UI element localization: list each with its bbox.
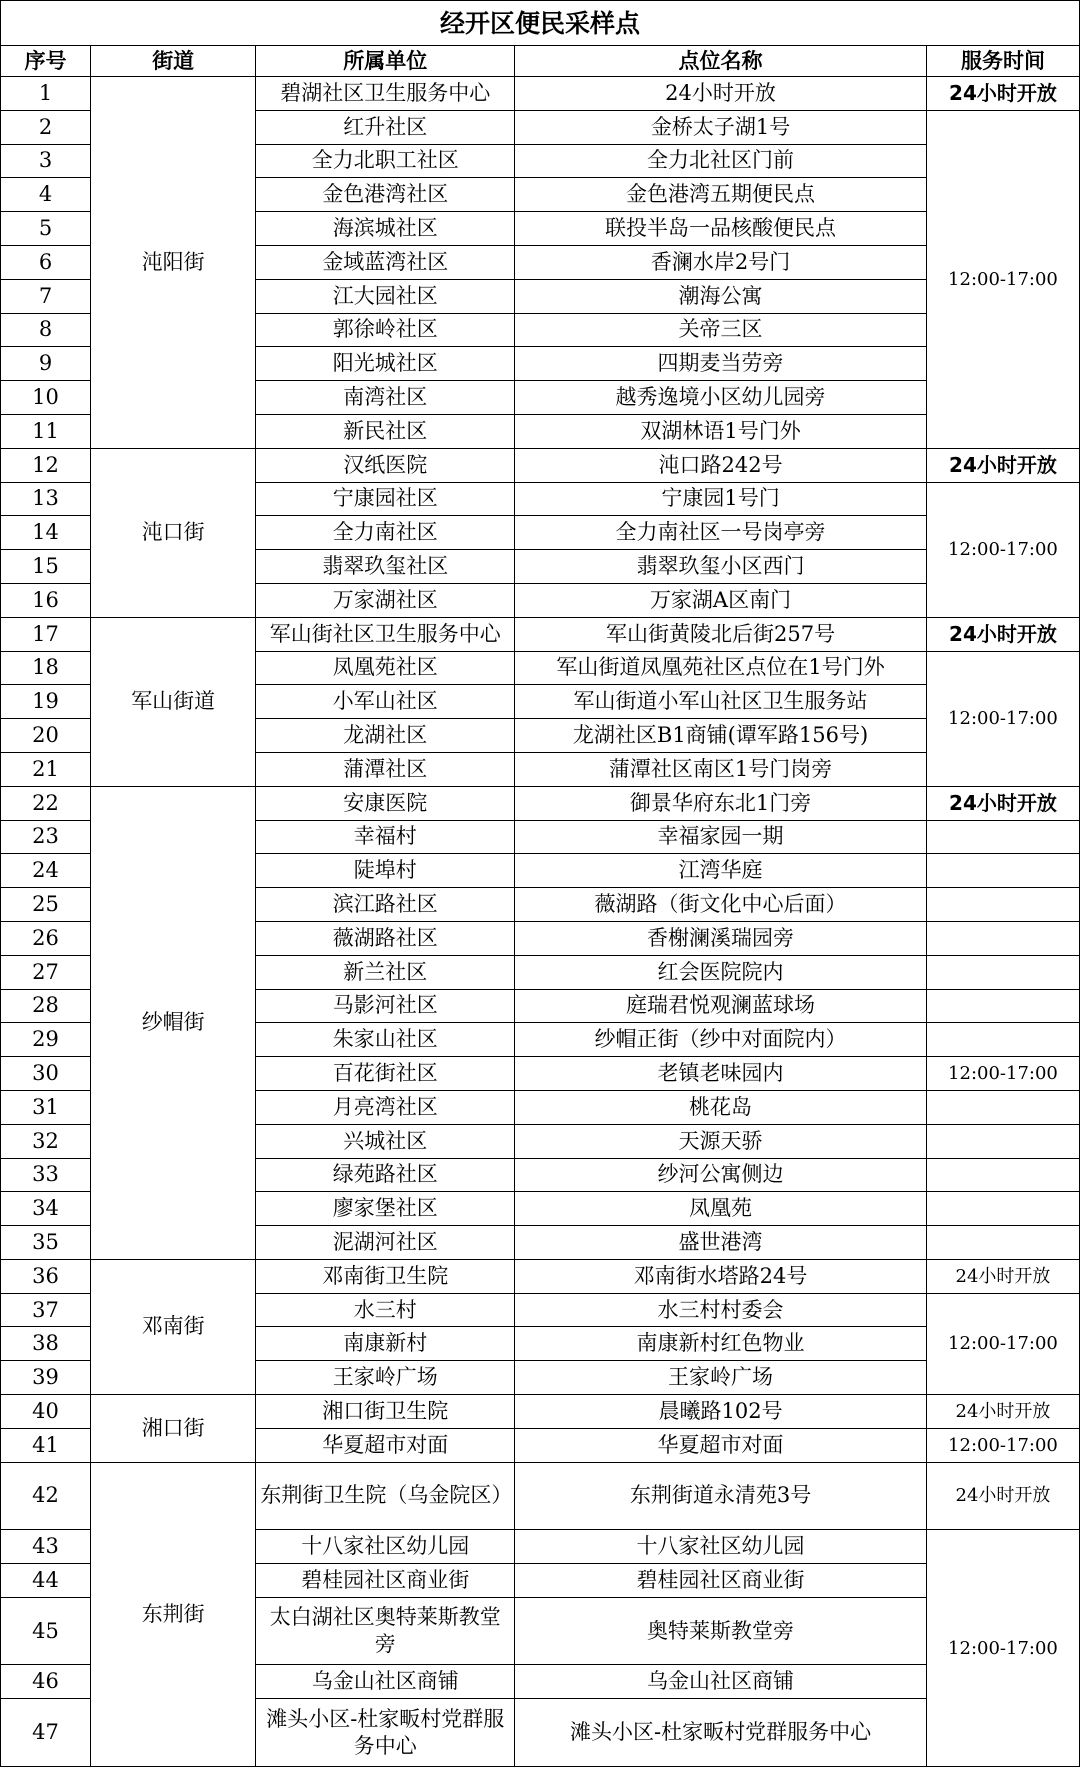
site-cell: 十八家社区幼儿园 xyxy=(515,1530,927,1564)
row-number: 33 xyxy=(1,1158,91,1192)
unit-cell: 宁康园社区 xyxy=(256,482,515,516)
unit-cell: 新民社区 xyxy=(256,414,515,448)
table-row xyxy=(1,1259,1080,1293)
row-number: 4 xyxy=(1,178,91,212)
header-time: 服务时间 xyxy=(926,46,1079,77)
unit-cell: 全力南社区 xyxy=(256,516,515,550)
row-number: 27 xyxy=(1,955,91,989)
service-time-cell: 12:00-17:00 xyxy=(926,651,1079,786)
unit-cell: 泥湖河社区 xyxy=(256,1226,515,1260)
unit-cell: 阳光城社区 xyxy=(256,347,515,381)
header-street: 街道 xyxy=(91,46,256,77)
row-number: 6 xyxy=(1,245,91,279)
site-cell: 碧桂园社区商业街 xyxy=(515,1564,927,1598)
site-cell: 天源天骄 xyxy=(515,1124,927,1158)
street-cell: 沌阳街 xyxy=(91,77,256,449)
row-number: 29 xyxy=(1,1023,91,1057)
site-cell: 金色港湾五期便民点 xyxy=(515,178,927,212)
table-row xyxy=(1,77,1080,111)
unit-cell: 十八家社区幼儿园 xyxy=(256,1530,515,1564)
unit-cell: 军山街社区卫生服务中心 xyxy=(256,617,515,651)
site-cell: 庭瑞君悦观澜蓝球场 xyxy=(515,989,927,1023)
row-number: 45 xyxy=(1,1597,91,1665)
unit-cell: 马影河社区 xyxy=(256,989,515,1023)
unit-cell: 金色港湾社区 xyxy=(256,178,515,212)
site-cell: 龙湖社区B1商铺(谭军路156号) xyxy=(515,719,927,753)
service-time-cell: 12:00-17:00 xyxy=(926,1428,1079,1462)
row-number: 46 xyxy=(1,1665,91,1699)
row-number: 41 xyxy=(1,1428,91,1462)
unit-cell: 薇湖路社区 xyxy=(256,921,515,955)
row-number: 3 xyxy=(1,144,91,178)
site-cell: 盛世港湾 xyxy=(515,1226,927,1260)
service-time-cell: 12:00-17:00 xyxy=(926,110,1079,448)
site-cell: 晨曦路102号 xyxy=(515,1395,927,1429)
unit-cell: 蒲潭社区 xyxy=(256,752,515,786)
unit-cell: 湘口街卫生院 xyxy=(256,1395,515,1429)
street-cell: 沌口街 xyxy=(91,448,256,617)
unit-cell: 朱家山社区 xyxy=(256,1023,515,1057)
row-number: 34 xyxy=(1,1192,91,1226)
service-time-cell xyxy=(926,1023,1079,1057)
site-cell: 乌金山社区商铺 xyxy=(515,1665,927,1699)
row-number: 25 xyxy=(1,888,91,922)
row-number: 2 xyxy=(1,110,91,144)
site-cell: 联投半岛一品核酸便民点 xyxy=(515,212,927,246)
table-body xyxy=(1,77,1080,1767)
unit-cell: 绿苑路社区 xyxy=(256,1158,515,1192)
site-cell: 全力南社区一号岗亭旁 xyxy=(515,516,927,550)
site-cell: 香榭澜溪瑞园旁 xyxy=(515,921,927,955)
service-time-cell xyxy=(926,921,1079,955)
service-time-cell: 12:00-17:00 xyxy=(926,1530,1079,1767)
site-cell: 纱帽正街（纱中对面院内） xyxy=(515,1023,927,1057)
unit-cell: 滨江路社区 xyxy=(256,888,515,922)
row-number: 14 xyxy=(1,516,91,550)
service-time-cell: 24小时开放 xyxy=(926,77,1079,111)
row-number: 12 xyxy=(1,448,91,482)
row-number: 21 xyxy=(1,752,91,786)
site-cell: 幸福家园一期 xyxy=(515,820,927,854)
table-row xyxy=(1,617,1080,651)
site-cell: 御景华府东北1门旁 xyxy=(515,786,927,820)
site-cell: 金桥太子湖1号 xyxy=(515,110,927,144)
row-number: 38 xyxy=(1,1327,91,1361)
site-cell: 潮海公寓 xyxy=(515,279,927,313)
site-cell: 凤凰苑 xyxy=(515,1192,927,1226)
unit-cell: 安康医院 xyxy=(256,786,515,820)
row-number: 22 xyxy=(1,786,91,820)
row-number: 40 xyxy=(1,1395,91,1429)
street-cell: 军山街道 xyxy=(91,617,256,786)
unit-cell: 南康新村 xyxy=(256,1327,515,1361)
service-time-cell: 12:00-17:00 xyxy=(926,482,1079,617)
site-cell: 24小时开放 xyxy=(515,77,927,111)
service-time-cell: 24小时开放 xyxy=(926,617,1079,651)
site-cell: 香澜水岸2号门 xyxy=(515,245,927,279)
street-cell: 湘口街 xyxy=(91,1395,256,1463)
service-time-cell xyxy=(926,1158,1079,1192)
site-cell: 蒲潭社区南区1号门岗旁 xyxy=(515,752,927,786)
row-number: 15 xyxy=(1,550,91,584)
site-cell: 宁康园1号门 xyxy=(515,482,927,516)
site-cell: 老镇老味园内 xyxy=(515,1057,927,1091)
service-time-cell xyxy=(926,1090,1079,1124)
unit-cell: 汉纸医院 xyxy=(256,448,515,482)
site-cell: 沌口路242号 xyxy=(515,448,927,482)
site-cell: 桃花岛 xyxy=(515,1090,927,1124)
unit-cell: 邓南街卫生院 xyxy=(256,1259,515,1293)
site-cell: 水三村村委会 xyxy=(515,1293,927,1327)
site-cell: 邓南街水塔路24号 xyxy=(515,1259,927,1293)
site-cell: 翡翠玖玺小区西门 xyxy=(515,550,927,584)
row-number: 30 xyxy=(1,1057,91,1091)
row-number: 32 xyxy=(1,1124,91,1158)
site-cell: 军山街道小军山社区卫生服务站 xyxy=(515,685,927,719)
row-number: 43 xyxy=(1,1530,91,1564)
row-number: 35 xyxy=(1,1226,91,1260)
site-cell: 滩头小区-杜家畈村党群服务中心 xyxy=(515,1699,927,1767)
unit-cell: 王家岭广场 xyxy=(256,1361,515,1395)
service-time-cell: 24小时开放 xyxy=(926,1462,1079,1530)
service-time-cell xyxy=(926,854,1079,888)
unit-cell: 海滨城社区 xyxy=(256,212,515,246)
service-time-cell: 12:00-17:00 xyxy=(926,1293,1079,1394)
site-cell: 军山街黄陵北后街257号 xyxy=(515,617,927,651)
row-number: 47 xyxy=(1,1699,91,1767)
row-number: 31 xyxy=(1,1090,91,1124)
row-number: 9 xyxy=(1,347,91,381)
site-cell: 双湖林语1号门外 xyxy=(515,414,927,448)
unit-cell: 百花街社区 xyxy=(256,1057,515,1091)
row-number: 19 xyxy=(1,685,91,719)
street-cell: 东荆街 xyxy=(91,1462,256,1766)
site-cell: 王家岭广场 xyxy=(515,1361,927,1395)
unit-cell: 华夏超市对面 xyxy=(256,1428,515,1462)
site-cell: 四期麦当劳旁 xyxy=(515,347,927,381)
unit-cell: 太白湖社区奥特莱斯教堂旁 xyxy=(256,1597,515,1665)
unit-cell: 水三村 xyxy=(256,1293,515,1327)
unit-cell: 全力北职工社区 xyxy=(256,144,515,178)
unit-cell: 幸福村 xyxy=(256,820,515,854)
row-number: 28 xyxy=(1,989,91,1023)
row-number: 11 xyxy=(1,414,91,448)
unit-cell: 东荆街卫生院（乌金院区） xyxy=(256,1462,515,1530)
header-no: 序号 xyxy=(1,46,91,77)
unit-cell: 碧湖社区卫生服务中心 xyxy=(256,77,515,111)
service-time-cell xyxy=(926,955,1079,989)
site-cell: 关帝三区 xyxy=(515,313,927,347)
service-time-cell xyxy=(926,820,1079,854)
row-number: 44 xyxy=(1,1564,91,1598)
site-cell: 南康新村红色物业 xyxy=(515,1327,927,1361)
service-time-cell xyxy=(926,1192,1079,1226)
row-number: 18 xyxy=(1,651,91,685)
unit-cell: 金域蓝湾社区 xyxy=(256,245,515,279)
service-time-cell: 12:00-17:00 xyxy=(926,1057,1079,1091)
unit-cell: 南湾社区 xyxy=(256,381,515,415)
site-cell: 奥特莱斯教堂旁 xyxy=(515,1597,927,1665)
site-cell: 红会医院院内 xyxy=(515,955,927,989)
unit-cell: 兴城社区 xyxy=(256,1124,515,1158)
header-unit: 所属单位 xyxy=(256,46,515,77)
street-cell: 邓南街 xyxy=(91,1259,256,1394)
service-time-cell: 24小时开放 xyxy=(926,448,1079,482)
unit-cell: 凤凰苑社区 xyxy=(256,651,515,685)
unit-cell: 小军山社区 xyxy=(256,685,515,719)
unit-cell: 滩头小区-杜家畈村党群服务中心 xyxy=(256,1699,515,1767)
table-row xyxy=(1,1395,1080,1429)
row-number: 24 xyxy=(1,854,91,888)
site-cell: 东荆街道永清苑3号 xyxy=(515,1462,927,1530)
row-number: 10 xyxy=(1,381,91,415)
row-number: 5 xyxy=(1,212,91,246)
service-time-cell xyxy=(926,1124,1079,1158)
header-site: 点位名称 xyxy=(515,46,927,77)
row-number: 13 xyxy=(1,482,91,516)
site-cell: 全力北社区门前 xyxy=(515,144,927,178)
row-number: 42 xyxy=(1,1462,91,1530)
row-number: 23 xyxy=(1,820,91,854)
row-number: 16 xyxy=(1,583,91,617)
table-row xyxy=(1,1462,1080,1530)
unit-cell: 翡翠玖玺社区 xyxy=(256,550,515,584)
unit-cell: 红升社区 xyxy=(256,110,515,144)
service-time-cell xyxy=(926,1226,1079,1260)
table-row xyxy=(1,786,1080,820)
row-number: 8 xyxy=(1,313,91,347)
page-title: 经开区便民采样点 xyxy=(1,1,1080,46)
unit-cell: 万家湖社区 xyxy=(256,583,515,617)
unit-cell: 龙湖社区 xyxy=(256,719,515,753)
row-number: 17 xyxy=(1,617,91,651)
unit-cell: 乌金山社区商铺 xyxy=(256,1665,515,1699)
site-cell: 万家湖A区南门 xyxy=(515,583,927,617)
unit-cell: 新兰社区 xyxy=(256,955,515,989)
row-number: 39 xyxy=(1,1361,91,1395)
row-number: 20 xyxy=(1,719,91,753)
row-number: 36 xyxy=(1,1259,91,1293)
street-cell: 纱帽街 xyxy=(91,786,256,1259)
row-number: 1 xyxy=(1,77,91,111)
table-row xyxy=(1,448,1080,482)
unit-cell: 廖家堡社区 xyxy=(256,1192,515,1226)
unit-cell: 郭徐岭社区 xyxy=(256,313,515,347)
service-time-cell xyxy=(926,888,1079,922)
unit-cell: 碧桂园社区商业街 xyxy=(256,1564,515,1598)
site-cell: 军山街道凤凰苑社区点位在1号门外 xyxy=(515,651,927,685)
service-time-cell: 24小时开放 xyxy=(926,1395,1079,1429)
unit-cell: 陡埠村 xyxy=(256,854,515,888)
unit-cell: 月亮湾社区 xyxy=(256,1090,515,1124)
service-time-cell: 24小时开放 xyxy=(926,786,1079,820)
site-cell: 薇湖路（街文化中心后面） xyxy=(515,888,927,922)
site-cell: 纱河公寓侧边 xyxy=(515,1158,927,1192)
service-time-cell: 24小时开放 xyxy=(926,1259,1079,1293)
site-cell: 江湾华庭 xyxy=(515,854,927,888)
row-number: 7 xyxy=(1,279,91,313)
service-time-cell xyxy=(926,989,1079,1023)
row-number: 26 xyxy=(1,921,91,955)
unit-cell: 江大园社区 xyxy=(256,279,515,313)
site-cell: 华夏超市对面 xyxy=(515,1428,927,1462)
row-number: 37 xyxy=(1,1293,91,1327)
site-cell: 越秀逸境小区幼儿园旁 xyxy=(515,381,927,415)
